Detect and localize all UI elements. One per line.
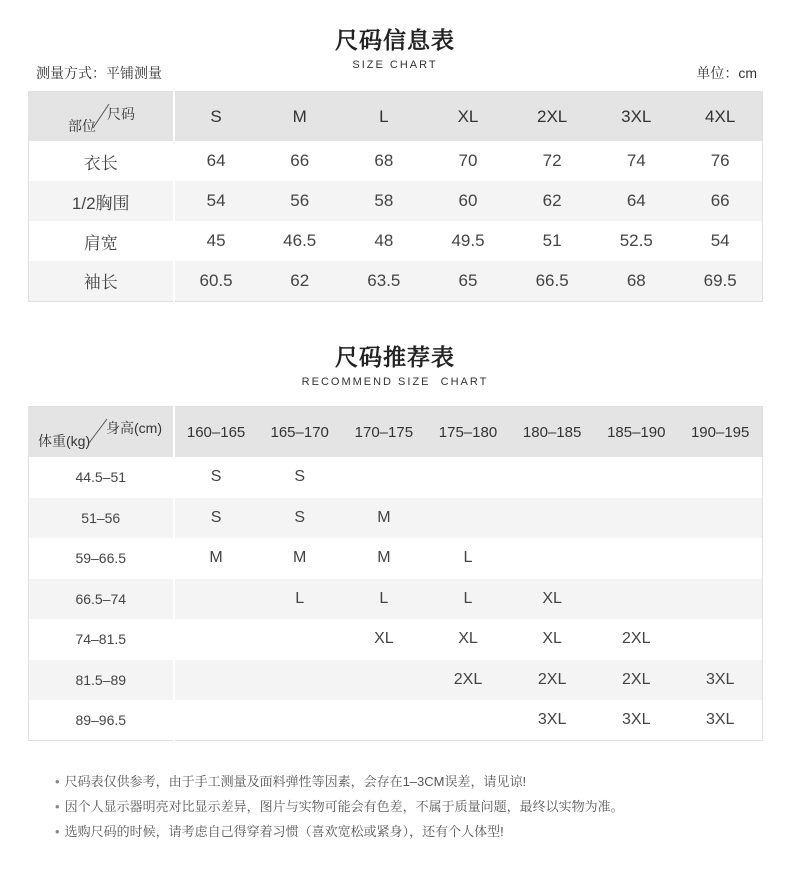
table-cell	[678, 457, 762, 498]
table-row	[29, 660, 763, 701]
table-cell: 52.5	[594, 221, 678, 261]
table-cell: 76	[678, 141, 762, 181]
row-label: 1/2胸围	[29, 181, 174, 221]
table-cell	[426, 700, 510, 741]
size-header-cell: XL	[426, 92, 510, 142]
size-header-cell: S	[174, 92, 258, 142]
row-label: 44.5–51	[29, 457, 174, 498]
table-cell: 58	[342, 181, 426, 221]
table-cell: L	[342, 579, 426, 620]
table-cell: M	[342, 538, 426, 579]
table-row	[29, 181, 763, 221]
table-cell	[174, 579, 258, 620]
recommend-table-corner	[29, 407, 174, 458]
table-cell: 56	[258, 181, 342, 221]
table-cell: 46.5	[258, 221, 342, 261]
table-cell: 68	[594, 261, 678, 301]
table-cell: L	[258, 579, 342, 620]
corner-height-label: 身高(cm)	[106, 420, 162, 436]
table-cell: 66	[678, 181, 762, 221]
table-cell	[426, 457, 510, 498]
measure-method: 测量方式：平铺测量	[36, 65, 162, 81]
height-header-cell: 190–195	[678, 407, 762, 458]
row-label: 肩宽	[29, 221, 174, 261]
table-cell	[510, 538, 594, 579]
table-cell: 54	[678, 221, 762, 261]
height-header-cell: 185–190	[594, 407, 678, 458]
table-cell	[594, 579, 678, 620]
row-label: 74–81.5	[29, 619, 174, 660]
size-chart-title: 尺码信息表	[335, 27, 455, 53]
table-row	[29, 141, 763, 181]
size-header-cell: L	[342, 92, 426, 142]
table-cell: 60	[426, 181, 510, 221]
table-cell: 51	[510, 221, 594, 261]
table-cell: L	[426, 579, 510, 620]
corner-part-label: 部位	[68, 118, 96, 134]
table-cell: 63.5	[342, 261, 426, 301]
table-cell	[510, 457, 594, 498]
table-cell	[342, 457, 426, 498]
table-cell: S	[258, 498, 342, 539]
table-cell: 48	[342, 221, 426, 261]
table-cell: 2XL	[594, 619, 678, 660]
table-cell	[678, 579, 762, 620]
row-label: 81.5–89	[29, 660, 174, 701]
table-cell: 2XL	[594, 660, 678, 701]
table-cell: 64	[174, 141, 258, 181]
table-cell: 68	[342, 141, 426, 181]
table-cell: 66	[258, 141, 342, 181]
table-cell	[174, 660, 258, 701]
table-cell	[510, 498, 594, 539]
table-cell: 70	[426, 141, 510, 181]
size-header-cell: 4XL	[678, 92, 762, 142]
unit-label: 单位：cm	[696, 65, 757, 81]
table-row	[29, 579, 763, 620]
corner-size-label: 尺码	[107, 106, 135, 122]
row-label: 89–96.5	[29, 700, 174, 741]
corner-diagonal-line	[29, 92, 174, 141]
size-chart-subtitle: SIZE CHART	[352, 59, 438, 71]
table-cell: 72	[510, 141, 594, 181]
note-item: • 尺码表仅供参考，由于手工测量及面料弹性等因素，会存在1–3CM误差，请见谅!	[55, 773, 624, 798]
table-cell	[258, 619, 342, 660]
table-cell: S	[258, 457, 342, 498]
recommend-chart-subtitle: RECOMMEND SIZE CHART	[301, 376, 489, 388]
table-cell: 3XL	[678, 660, 762, 701]
table-cell	[678, 538, 762, 579]
table-row	[29, 619, 763, 660]
table-cell: L	[426, 538, 510, 579]
table-cell	[594, 498, 678, 539]
height-header-cell: 165–170	[258, 407, 342, 458]
height-header-cell: 175–180	[426, 407, 510, 458]
table-cell: 2XL	[426, 660, 510, 701]
table-cell: S	[174, 457, 258, 498]
table-cell: XL	[510, 619, 594, 660]
table-cell	[678, 498, 762, 539]
table-cell: 2XL	[510, 660, 594, 701]
row-label: 衣长	[29, 141, 174, 181]
table-cell: XL	[426, 619, 510, 660]
table-cell: 3XL	[594, 700, 678, 741]
table-cell: 65	[426, 261, 510, 301]
table-cell	[594, 457, 678, 498]
table-row	[29, 498, 763, 539]
table-cell: 45	[174, 221, 258, 261]
table-cell	[258, 660, 342, 701]
table-cell: M	[174, 538, 258, 579]
table-cell	[678, 619, 762, 660]
row-label: 59–66.5	[29, 538, 174, 579]
table-cell: 49.5	[426, 221, 510, 261]
table-cell	[342, 660, 426, 701]
table-cell	[342, 700, 426, 741]
table-cell: 64	[594, 181, 678, 221]
table-cell: 74	[594, 141, 678, 181]
row-label: 袖长	[29, 261, 174, 301]
size-table-header-row	[29, 92, 763, 142]
table-cell	[426, 498, 510, 539]
table-row	[29, 457, 763, 498]
table-cell: M	[258, 538, 342, 579]
table-cell: 3XL	[510, 700, 594, 741]
table-cell: XL	[510, 579, 594, 620]
table-cell: S	[174, 498, 258, 539]
table-cell: 62	[258, 261, 342, 301]
note-item: • 因个人显示器明亮对比显示差异，图片与实物可能会有色差，不属于质量问题，最终以实物为准。	[55, 798, 624, 823]
table-row	[29, 221, 763, 261]
size-table	[28, 91, 763, 302]
height-header-cell: 180–185	[510, 407, 594, 458]
size-header-cell: M	[258, 92, 342, 142]
table-cell: XL	[342, 619, 426, 660]
recommend-chart-title-block	[0, 339, 790, 388]
row-label: 66.5–74	[29, 579, 174, 620]
table-cell: 62	[510, 181, 594, 221]
table-cell: 3XL	[678, 700, 762, 741]
note-item: • 选购尺码的时候，请考虑自己得穿着习惯（喜欢宽松或紧身），还有个人体型!	[55, 823, 624, 848]
recommend-table-header-row	[29, 407, 763, 458]
recommend-table	[28, 406, 763, 741]
size-header-cell: 3XL	[594, 92, 678, 142]
table-cell	[594, 538, 678, 579]
table-cell: 69.5	[678, 261, 762, 301]
table-cell: M	[342, 498, 426, 539]
table-cell	[174, 619, 258, 660]
corner-weight-label: 体重(kg)	[38, 433, 91, 449]
table-cell	[174, 700, 258, 741]
size-header-cell: 2XL	[510, 92, 594, 142]
table-cell: 54	[174, 181, 258, 221]
table-cell: 60.5	[174, 261, 258, 301]
height-header-cell: 160–165	[174, 407, 258, 458]
recommend-chart-title: 尺码推荐表	[335, 344, 455, 370]
notes-list	[55, 773, 624, 848]
table-cell: 66.5	[510, 261, 594, 301]
size-table-corner	[29, 92, 174, 142]
row-label: 51–56	[29, 498, 174, 539]
table-row	[29, 700, 763, 741]
table-row	[29, 261, 763, 301]
table-cell	[258, 700, 342, 741]
height-header-cell: 170–175	[342, 407, 426, 458]
table-row	[29, 538, 763, 579]
